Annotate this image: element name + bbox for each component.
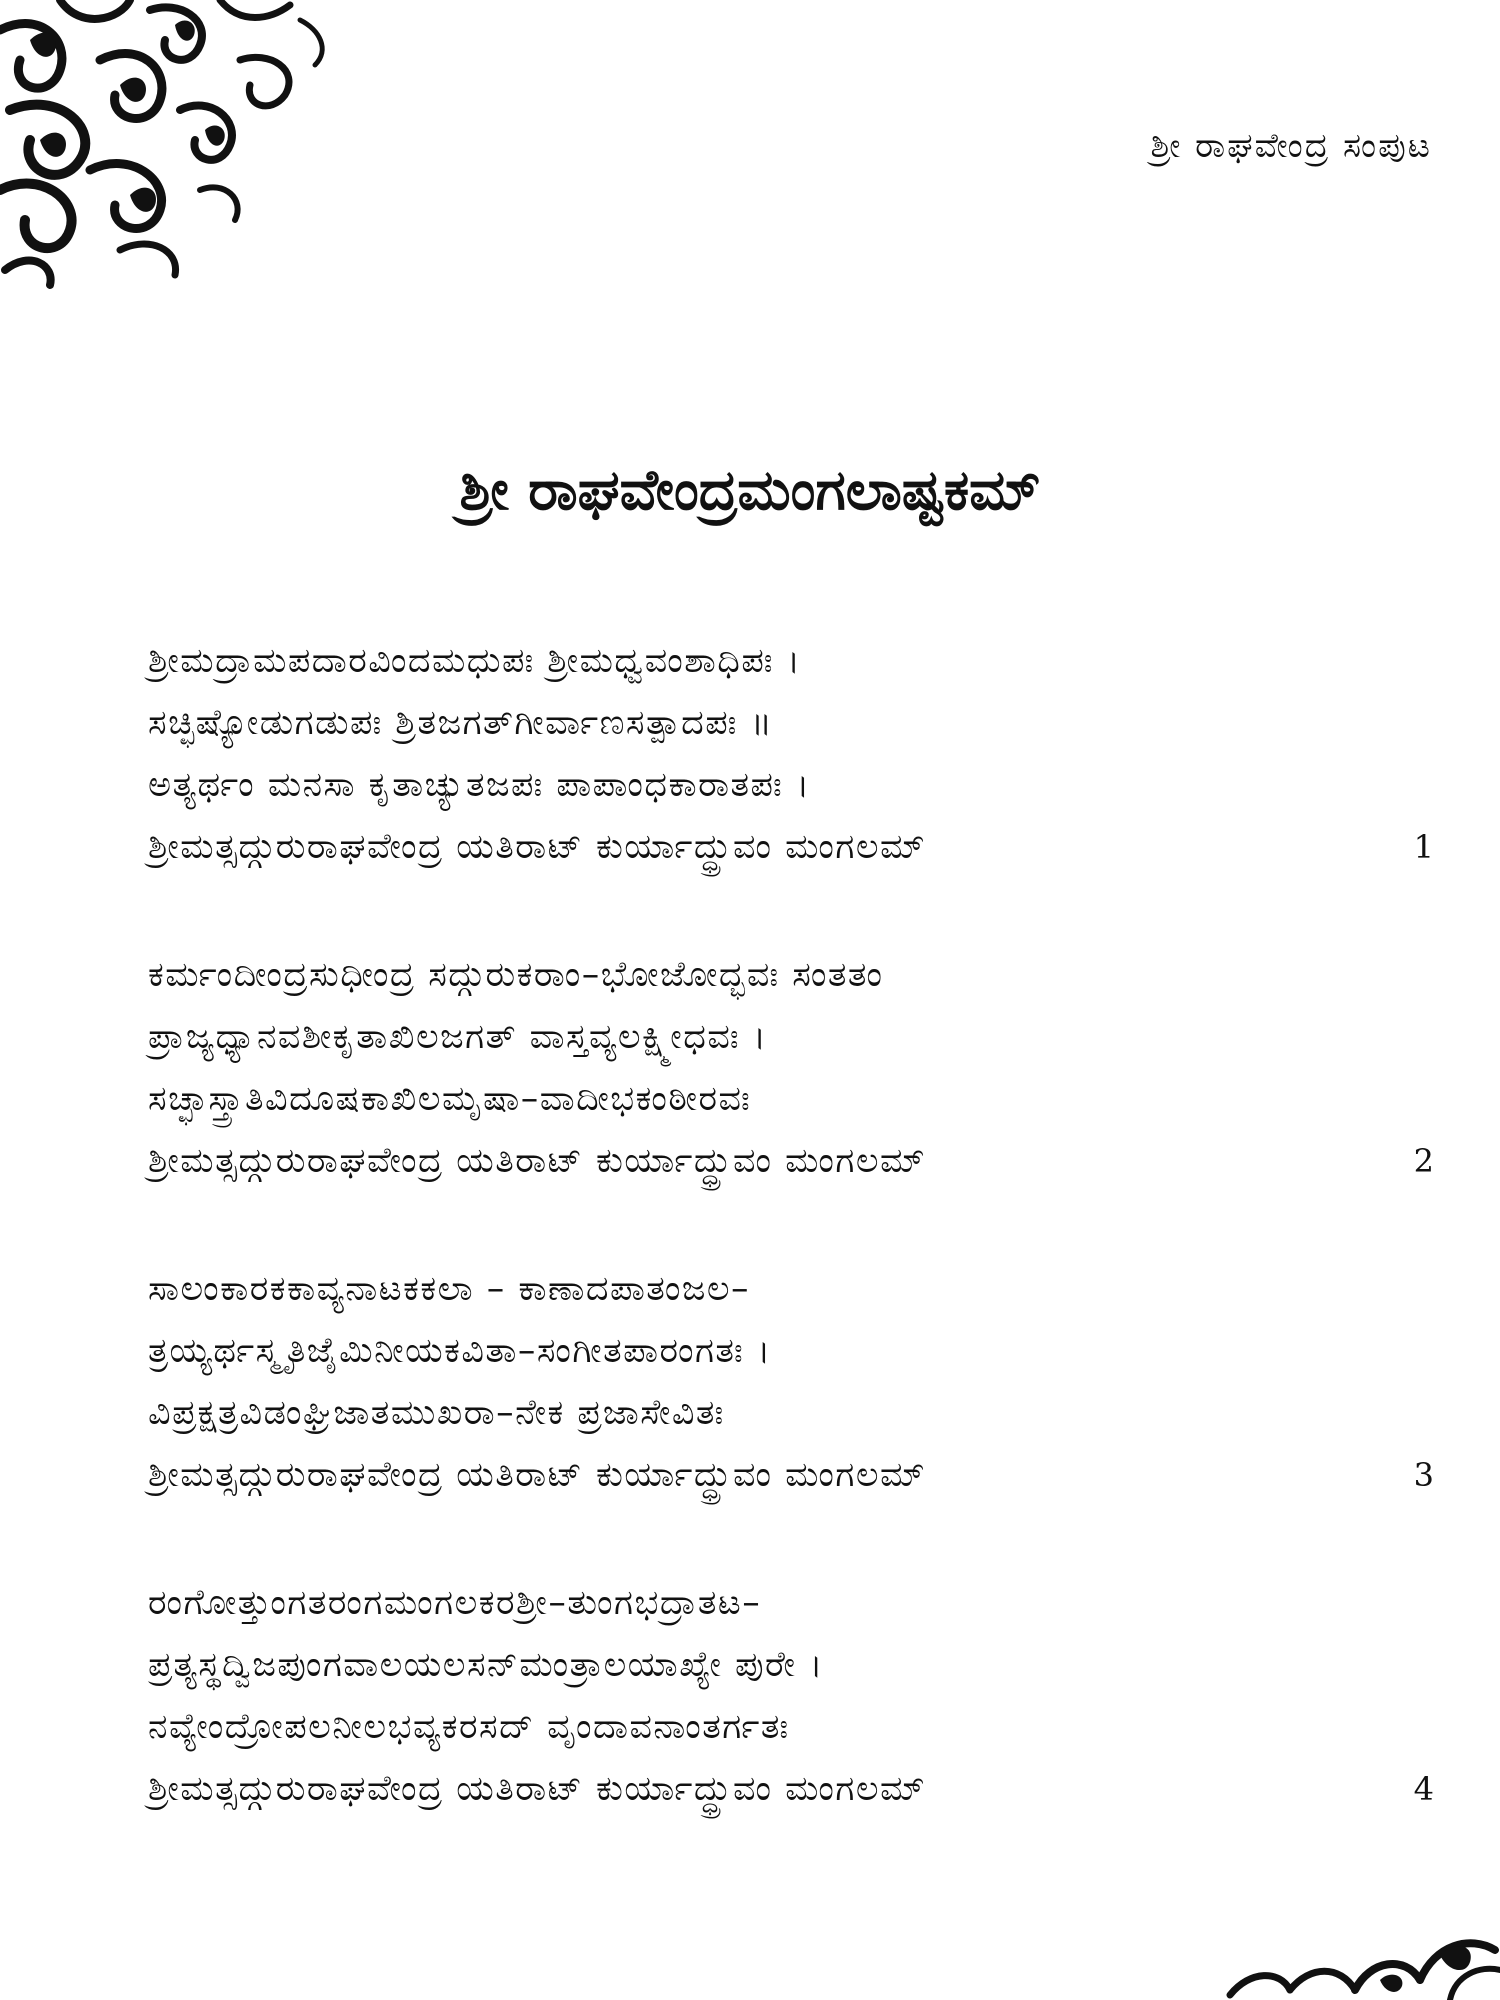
verse-line: ರಂಗೋತ್ತುಂಗತರಂಗಮಂಗಲಕರಶ್ರೀ–ತುಂಗಭದ್ರಾತಟ– (148, 1583, 762, 1623)
verse-number: 2 (1413, 1142, 1434, 1180)
verse-line: ಪ್ರತ್ಯಸ್ಥದ್ವಿಜಪುಂಗವಾಲಯಲಸನ್‌ಮಂತ್ರಾಲಯಾಖ್ಯೇ ಪುರೇ । (148, 1645, 824, 1685)
verse-number: 1 (1413, 828, 1434, 866)
verse-line: ಸಾಲಂಕಾರಕಕಾವ್ಯನಾಟಕಕಲಾ – ಕಾಣಾದಪಾತಂಜಲ– (148, 1269, 751, 1309)
verse-line: ಶ್ರೀಮತ್ಸದ್ಗುರುರಾಘವೇಂದ್ರ ಯತಿರಾಟ್ ಕುರ್ಯಾದ್ಧ್ರುವಂ ಮಂಗಲಮ್ (148, 1769, 927, 1809)
running-header: ಶ್ರೀ ರಾಘವೇಂದ್ರ ಸಂಪುಟ (1150, 126, 1432, 166)
verse-line: ವಿಪ್ರಕ್ಷತ್ರವಿಡಂಘ್ರಿಜಾತಮುಖರಾ–ನೇಕ ಪ್ರಜಾಸೇವಿತಃ (148, 1393, 725, 1433)
verse-line: ಸಚ್ಛಾಸ್ತ್ರಾತಿವಿದೂಷಕಾಖಿಲಮೃಷಾ–ವಾದೀಭಕಂಠೀರವಃ (148, 1079, 752, 1119)
verse-line: ಅತ್ಯರ್ಥಂ ಮನಸಾ ಕೃತಾಚ್ಯುತಜಪಃ ಪಾಪಾಂಧಕಾರಾತಪಃ । (148, 765, 811, 805)
verse-stanza-3 (148, 1258, 1438, 1572)
verse-number: 4 (1413, 1770, 1434, 1808)
verse-stanza-2 (148, 944, 1438, 1258)
verse-number: 3 (1413, 1456, 1434, 1494)
page-title: ಶ್ರೀ ರಾಘವೇಂದ್ರಮಂಗಲಾಷ್ಟಕಮ್ (459, 458, 1041, 523)
floral-ornament-top-left (0, 0, 360, 290)
verse-line: ಸಚ್ಛಿಷ್ಯೋಡುಗಡುಪಃ ಶ್ರಿತಜಗತ್‌ಗೀರ್ವಾಣಸತ್ಪಾದಪಃ ॥ (148, 703, 774, 743)
verse-list (148, 630, 1438, 1886)
floral-ornament-bottom-right (1220, 1920, 1500, 2000)
verse-stanza-1 (148, 630, 1438, 944)
verse-stanza-4 (148, 1572, 1438, 1886)
verse-line: ಶ್ರೀಮತ್ಸದ್ಗುರುರಾಘವೇಂದ್ರ ಯತಿರಾಟ್ ಕುರ್ಯಾದ್ಧ್ರುವಂ ಮಂಗಲಮ್ (148, 1141, 927, 1181)
verse-line: ತ್ರಯ್ಯರ್ಥಸ್ಮೃತಿಜೈಮಿನೀಯಕವಿತಾ–ಸಂಗೀತಪಾರಂಗತಃ । (148, 1331, 772, 1371)
verse-line: ಶ್ರೀಮತ್ಸದ್ಗುರುರಾಘವೇಂದ್ರ ಯತಿರಾಟ್ ಕುರ್ಯಾದ್ಧ್ರುವಂ ಮಂಗಲಮ್ (148, 1455, 927, 1495)
verse-line: ಶ್ರೀಮತ್ಸದ್ಗುರುರಾಘವೇಂದ್ರ ಯತಿರಾಟ್ ಕುರ್ಯಾದ್ಧ್ರುವಂ ಮಂಗಲಮ್ (148, 827, 927, 867)
verse-line: ಶ್ರೀಮದ್ರಾಮಪದಾರವಿಂದಮಧುಪಃ ಶ್ರೀಮಧ್ವವಂಶಾಧಿಪಃ । (148, 641, 802, 681)
verse-line: ಕರ್ಮಂದೀಂದ್ರಸುಧೀಂದ್ರ ಸದ್ಗುರುಕರಾಂ–ಭೋಜೋದ್ಭವಃ ಸಂತತಂ (148, 955, 884, 995)
verse-line: ನವ್ಯೇಂದ್ರೋಪಲನೀಲಭವ್ಯಕರಸದ್ ವೃಂದಾವನಾಂತರ್ಗತಃ (148, 1707, 790, 1747)
verse-line: ಪ್ರಾಜ್ಯಧ್ಯಾನವಶೀಕೃತಾಖಿಲಜಗತ್ ವಾಸ್ತವ್ಯಲಕ್ಷ್ಮೀಧವಃ । (148, 1017, 768, 1057)
